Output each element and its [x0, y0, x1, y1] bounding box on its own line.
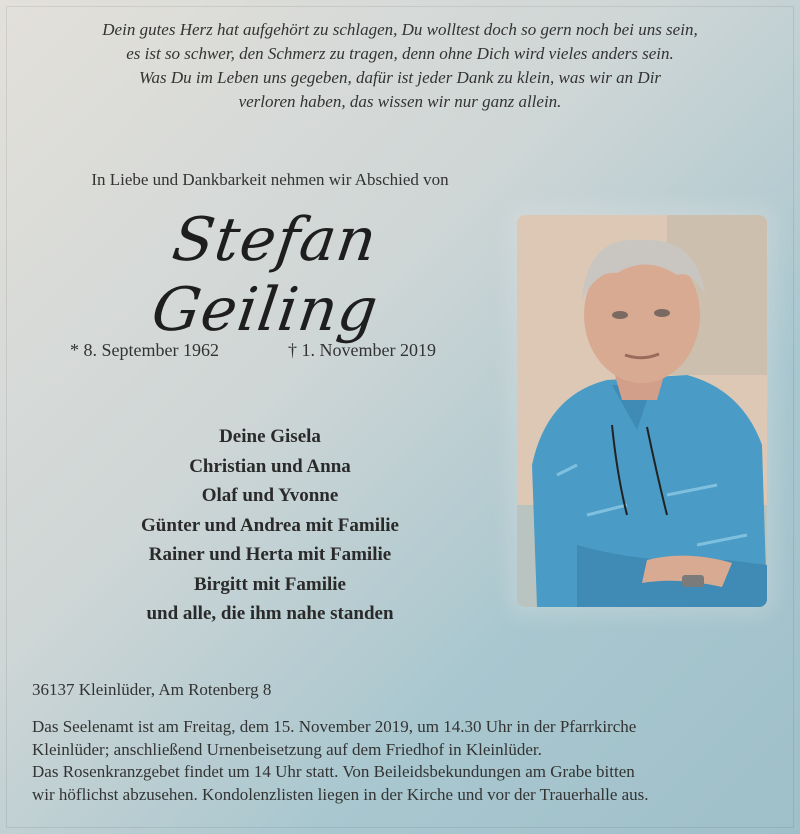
info-line: wir höflichst abzusehen. Kondolenzlisten liegen in der Kirche und vor der Trauerhalle aus. [32, 784, 649, 804]
mourner-line: Deine Gisela [219, 426, 321, 447]
poem-line: Was Du im Leben uns gegeben, dafür ist jeder Dank zu klein, was wir an Dir [138, 68, 662, 87]
deceased-name: Stefan Geiling [147, 205, 383, 345]
info-line: Kleinlüder; anschließend Urnenbeisetzung auf dem Friedhof in Kleinlüder. [32, 739, 542, 759]
birth-date: * 8. September 1962 [70, 340, 219, 360]
mourner-line: Rainer und Herta mit Familie [148, 544, 392, 565]
info-line: Das Rosenkranzgebet findet um 14 Uhr statt. Von Beileidsbekundungen am Grabe bitten [32, 762, 635, 781]
mourner-line: Christian und Anna [189, 455, 351, 477]
poem-line: verloren haben, das wissen wir nur ganz allein. [238, 92, 562, 111]
poem-line: Dein gutes Herz hat aufgehört zu schlagen, Du wolltest doch so gern noch bei uns sein, [102, 20, 698, 39]
poem-line: es ist so schwer, den Schmerz zu tragen, denn ohne Dich wird vieles anders sein. [126, 44, 674, 63]
death-date: † 1. November 2019 [288, 340, 436, 360]
mourner-line: Günter und Andrea mit Familie [141, 514, 399, 536]
mourner-line: Olaf und Yvonne [201, 485, 339, 506]
memorial-poem [40, 18, 760, 114]
portrait-photo [517, 215, 767, 607]
mourner-line: und alle, die ihm nahe standen [146, 603, 394, 624]
info-line: Das Seelenamt ist am Freitag, dem 15. November 2019, um 14.30 Uhr in der Pfarrkirche [32, 717, 637, 736]
service-information [32, 716, 774, 806]
mourner-line: Birgitt mit Familie [194, 573, 346, 595]
mourners-list [60, 422, 480, 629]
family-address: 36137 Kleinlüder, Am Rotenberg 8 [32, 680, 272, 699]
farewell-intro: In Liebe und Dankbarkeit nehmen wir Abschied von [91, 170, 449, 189]
